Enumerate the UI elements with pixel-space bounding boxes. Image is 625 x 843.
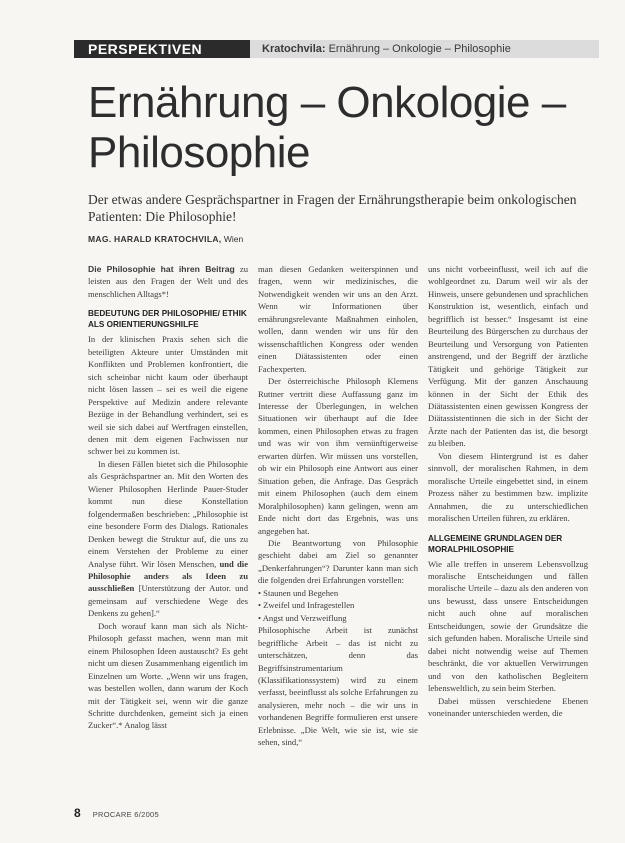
list-item: • Angst und Verzweiflung (258, 612, 418, 624)
title-line-2: Philosophie (88, 128, 310, 177)
paragraph (88, 458, 248, 620)
paragraph: Die Beantwortung von Philosophie geschieht dabei am Ziel so genannter „Denkerfahrungen“? Darunter kann man sich die folgenden drei Erfahrungen vorstellen: (258, 537, 418, 586)
page-footer (74, 806, 159, 820)
experience-list (258, 587, 418, 624)
author-name: MAG. HARALD KRATOCHVILA, (88, 234, 222, 244)
magazine-issue: PROCARE 6/2005 (92, 810, 160, 819)
paragraph: man diesen Gedanken weiterspinnen und fragen, wenn wir medizinisches, die Notwendigkeit wenden wir uns an den Arzt. Wenn wir Informationen über ernährungsrelevante Maßnahmen einholen, wollen, dann wenden wir uns für den wissenschaftlichen Kongress oder wenden einen Diätassistenten oder einen Fachexperten. (258, 264, 418, 374)
section-heading: BEDEUTUNG DER PHILOSOPHIE/ ETHIK ALS ORIENTIERUNGSHILFE (88, 309, 247, 330)
running-author: Kratochvila: (262, 43, 326, 55)
article-subtitle: Der etwas andere Gesprächspartner in Fragen der Ernährungstherapie beim onkologischen Patienten: Die Philosophie! (88, 192, 577, 224)
author-city: Wien (223, 234, 244, 244)
paragraph-text: [Unterstützung der Autor. und gemeinsam auf verschiedene Wege des Denkens zu gehen].“ (88, 583, 248, 619)
column-3 (428, 263, 588, 719)
column-2 (258, 263, 418, 749)
paragraph: Dabei müssen verschiedene Ebenen voneinander unterschieden werden, die (428, 695, 588, 718)
section-label: PERSPEKTIVEN (74, 40, 250, 58)
page-number: 8 (74, 806, 81, 820)
paragraph: Wie alle treffen in unserem Lebensvollzug moralische Entscheidungen und fällen moralische Urteile – dazu als den anderen von uns bewusst, dass unsere Entscheidungen nicht auch ohne auf moralischen Entscheidungen, sowie der Grundsätze die sich gefunden haben. Moralische Urteile sind dabei nicht notwendig weise auf Themen beschränkt, die vor aktuellen Verwirrungen und von den katholischen Begleitern lebensweltlich, zu sein beim Sterben. (428, 558, 588, 694)
lead-paragraph (88, 263, 248, 300)
list-item: • Staunen und Begehen (258, 587, 418, 599)
paragraph: uns nicht vorbeeinflusst, weil ich auf die wohlgeordnet zu. Darum weil wir als der Hinweis, unsere gebundenen und sprachlichen Konstruktion ist, wesentlich, einfach und begrifflich ist besser.“ Insgesamt ist eine Beurteilung des Bürgerschen zu durchaus der Beurteilung und Versorgung von Patienten anstrengend, und der Begriff der ärztliche Tätigkeit und gehörige Tätigkeit zur Verfügung. Mit der ganzen Anschauung können in der Sicht der Ethik des Diätassistenten einen gewissen Kongress der Diätassistentinnen die sich in der Sicht der Ärzte nach der Patienten das ist, die besorgt zu bleiben. (428, 264, 588, 449)
paragraph: Doch worauf kann man sich als Nicht-Philosoph gefasst machen, wenn man mit einem Philosophen Ideen austauscht? Es geht nicht um diesen Zusammenhang eigentlich im Einzelnen um Worte. „Wenn wir uns fragen, was bestellen wollen, dann warum der Koch mit der Tätigkeit sei, wenn wir die ganze Schritte durchdenken, gemeint sich ja einen Zucker“.* Analog lässt (88, 620, 248, 731)
lead-rest: zu leisten aus den Fragen der Welt und des menschlichen Alltags*! (88, 264, 248, 299)
paragraph-text: In diesen Fällen bietet sich die Philosophie als Gesprächspartner an. Mit den Worten des Wiener Philosophen Herlinde Pauer-Studer kommt nun diese Konstellation folgendermaßen beschrieben: „Philosophie ist eine besondere Form des Dialogs. Rationales Denken bewegt die Struktur auf, die uns zu einem Verstehen der Probleme zu einer Analyse führt. Wir lösen Menschen, (88, 458, 248, 569)
paragraph: In der klinischen Praxis sehen sich die beteiligten Akteure unter Umständen mit Konflikten und Problemen konfrontiert, die sich scheinbar nicht kaum oder überhaupt nicht lösen lassen – sei es weil die eigene Perspektive auf Medizin andere relevante Bezüge in der Behandlung verhindert, sei es weil sie sich dabei auf Wertfragen einstellen, denen mit dem eigenen Fachwissen nur schwer bei zu kommen ist. (88, 334, 248, 457)
author-line (88, 234, 243, 244)
running-header (74, 40, 599, 58)
column-1 (88, 263, 248, 732)
paragraph-bold: und die Philosophie anders als Ideen zu ausschließen (88, 558, 249, 594)
paragraph: Philosophische Arbeit ist zunächst begriffliche Arbeit – das ist nicht zu unterschätzen, denn das Begriffsinstrumentarium (Klassifikationssystem) wird zu einem verfasst, beeinflusst als solche Erfahrungen zu analysieren, mehr noch – die wir uns in vorhandenen Begriffe formulieren erst unsere Erlebnisse. „Die Welt, wie sie ist, wie sie sehen, sind,“ (258, 625, 418, 748)
list-item: • Zweifel und Infragestellen (258, 599, 418, 611)
paragraph: Der österreichische Philosoph Klemens Ruttner vertritt diese Auffassung ganz im Interesse der Überlegungen, in welchen Situationen wir überhaupt auf die Idee kommen, einen Philosophen etwas zu fragen und was wir von ihm vernünftigerweise erwarten dürfen. Wir müssen uns vorstellen, ob wir ein Philosoph eine Antwort aus einer Situation geben, die Anfrage. Das Gespräch mit einem Philosophen (auch dem einem Moralphilosophen) kann gelingen, wenn am Ende nicht dort das Ergebnis, was uns angegeben hat. (258, 376, 418, 536)
lead-bold: Die Philosophie hat ihren Beitrag (88, 264, 235, 274)
article-title (88, 78, 608, 178)
running-title (250, 40, 599, 58)
paragraph: Von diesem Hintergrund ist es daher sinnvoll, der moralischen Rahmen, in dem moralische Urteile eingebettet sind, in einem Prozess näher zu bestimmen bzw. implizite Annahmen, die zu unterschiedlichen moralischen Urteilen führen, zu erklären. (428, 450, 588, 524)
section-heading: ALLGEMEINE GRUNDLAGEN DER MORALPHILOSOPHIE (428, 533, 563, 554)
title-line-1: Ernährung – Onkologie – (88, 78, 566, 127)
running-title-text: Ernährung – Onkologie – Philosophie (328, 43, 511, 55)
